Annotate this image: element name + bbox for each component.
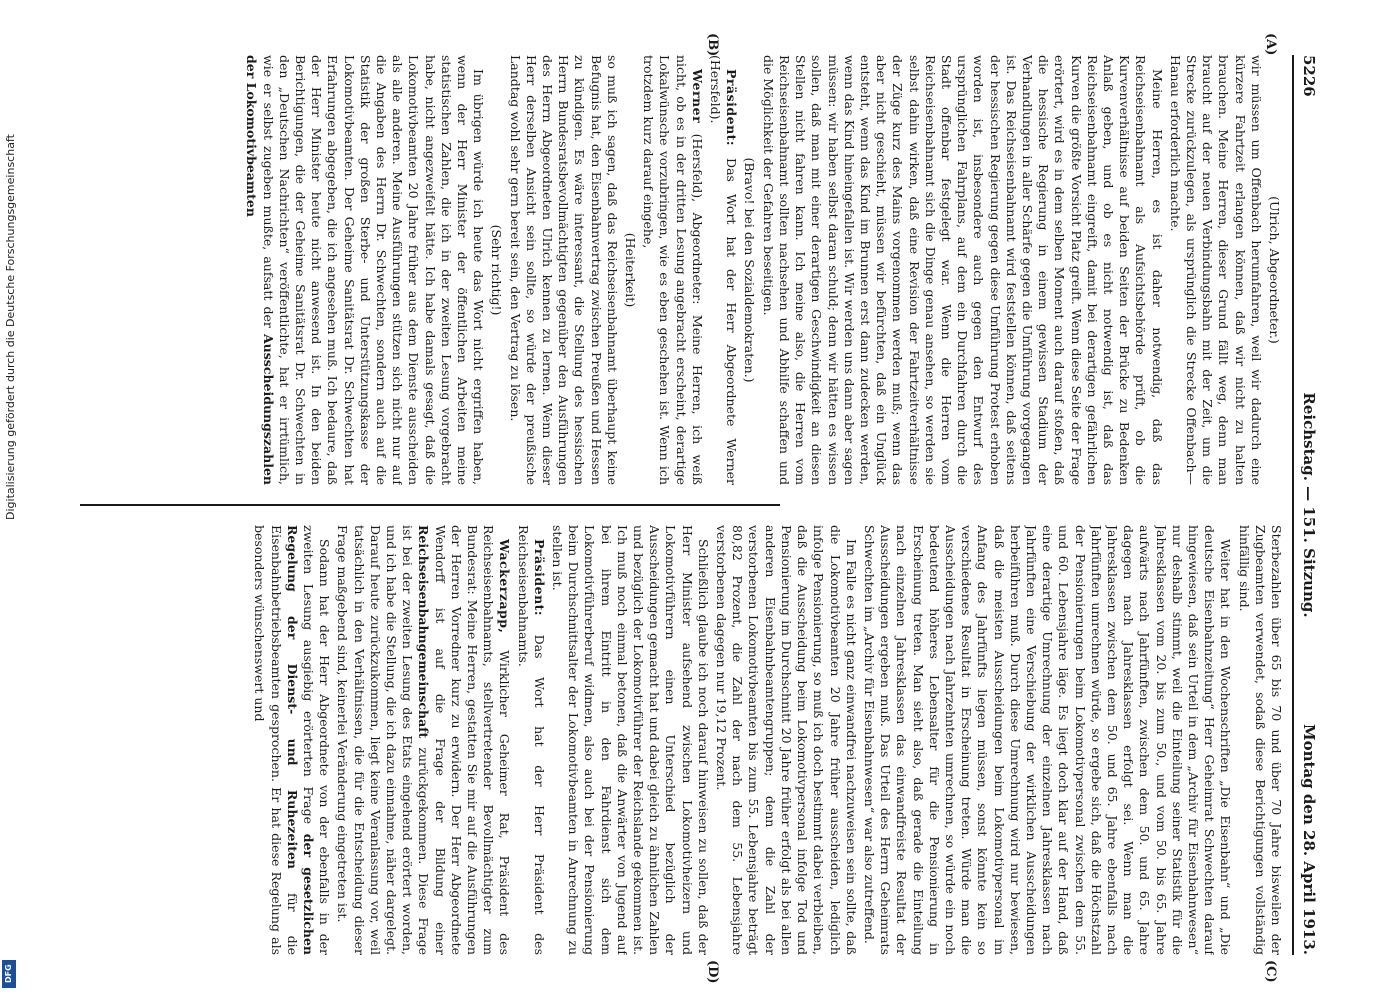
speaker-name: Wackerzapp, [497, 539, 513, 634]
paragraph: Sterbezahlen über 65 bis 70 und über 70 Jahre bisweilen der Zugbeamten verwendet, sodaß diese Berichtigungen vollständig hinfällig sind. [1236, 525, 1284, 955]
president-remark [514, 525, 546, 955]
remark-text: Das Wort hat der Herr Präsident des Reichseisenbahnamts. [515, 525, 547, 955]
interjection-note: (Sehr richtig!) [489, 224, 505, 316]
page-number: 5226 [1300, 55, 1318, 97]
paragraph: Schließlich glaube ich noch darauf hinweisen zu sollen, daß der Herr Minister aufsehend zwischen Lokomotivheizern und Lokomotivführern einen Unterschied bezüglich der Ausscheidungen gemacht hat und dabei gleich zu ähnlichen Zahlen und bezüglich der Lokomotivführer der Reichslande gekommen ist. Ich muß noch einmal betonen, daß die Anwärter von Jugend auf bei ihrem Eintritt in den Fahrdienst sich dem Lokomotivführerberuf widmen, also auch bei der Pensionierung beim Durchschnittsalter der Lokomotivbeamten in Anrechnung zu stellen ist. [550, 525, 711, 955]
speaker-name: Präsident: [724, 69, 740, 147]
digitization-note: Digitalisierung gefördert durch die Deutsche Forschungsgemeinschaft [4, 134, 17, 520]
header-title: Reichstag. — 151. Sitzung. [1300, 392, 1318, 618]
left-column [84, 55, 1284, 485]
speaker-name: Präsident: [531, 539, 547, 617]
paragraph: wir müssen um Offenbach herumfahren, weil wir dadurch eine kürzere Fahrtzeit erlangen können, daß wir nicht zu halten brauchen. Meine Herren, dieser Grund fällt weg, denn man braucht auf der neuen Verbindungsbahn mit der Zeit, um die Strecke zurückzulegen, als ursprünglich die Strecke Offenbach—Hanau erforderlich machte. [1167, 55, 1264, 485]
speech-text: Wirklicher Geheimer Rat, Präsident des Reichseisenbahnamts, stellvertretender Bevollmächtigter zum Bundesrat: Meine Herren, gestatten Sie mir auf die Ausführungen der Herren Vorredner kurz zu erwidern. Der Herr Abgeordnete Wendorff ist auf die Frage der Bildung einer [432, 525, 513, 955]
paragraph: Im Falle es nicht ganz einwandfrei nachzuweisen sein sollte, daß die Lokomotivbeamten 20 Jahre früher ausscheiden, lediglich infolge Pensionierung, so muß ich doch bestimmt dabei verbleiben, daß die Ausscheidung beim Lokomotivpersonal infolge Tod und Pensionierung im Durchschnitt 20 Jahre früher erfolgt als bei allen anderen Eisenbahnbeamtengruppen; denn die Zahl der verstorbenen Lokomotivbeamten bis zum 55. Lebensjahre beträgt 80,82 Prozent, die Zahl der nach dem 55. Lebensjahre verstorbenen dagegen nur 19,12 Prozent. [714, 525, 859, 955]
laughter-note: (Heiterkeit) [623, 232, 639, 308]
column-divider [80, 504, 780, 506]
speech-text: (Hersfeld), Abgeordneter: Meine Herren, ich weiß nicht, ob es in der dritten Lesung angebracht erscheint, derartige Lokalwünsche vorzubringen, wie es eben geschehen ist. Wenn ich trotzdem kurz darauf eingehe, [641, 55, 705, 485]
margin-marker-a: (A) [1263, 33, 1278, 56]
president-remark [707, 55, 739, 485]
remark-text: Das Wort hat der Herr Abgeordnete Werner (Hersfeld). [708, 55, 740, 485]
margin-marker-d: (D) [705, 960, 720, 984]
dfg-logo: DFG [2, 960, 16, 988]
paragraph-text: für die Eisenbahnbetriebsbeamten gesprochen. Er hat diese Regelung als besonders wünschenswert und [252, 525, 300, 955]
speaker-tag: (Ulrich, Abgeordneter.) [1267, 196, 1282, 344]
speech-intro [334, 525, 512, 955]
paragraph-text: Im übrigen würde ich heute das Wort nicht ergriffen haben, wenn der Herr Minister der öffentlichen Arbeiten meine statistischen Zahlen, die ich in der zweiten Lesung vorgebracht habe, nicht angezweifelt hätte. Ich habe damals gesagt, daß die Lokomotivbeamten 20 Jahre früher aus dem Dienste ausscheiden als alle anderen. Meine Ausführungen stützen sich nicht nur auf die Angaben des Herrn Dr. Schwechten, sondern auch auf die Statistik der großen Sterbe- und Unterstützungskasse der Lokomotivbeamten. Der Geheime Sanitätsrat Dr. Schwechten hat Erfahrungen abgegeben, die ich angesehen muß. Ich bedaure, daß der Herr Minister heute nicht anwesend ist. In den beiden Berichtigungen, die der Geheime Sanitätsrat Dr. Schwechten in den „Deutschen Nachrichten“ veröffentlichte, hat er irrtümlich, wie er selbst zugeben mußte, aufsatt der [260, 55, 487, 485]
right-column [84, 525, 1284, 955]
emphasis-text: Ausscheidungszahlen der Lokomotivbeamten [244, 55, 276, 485]
emphasis-text: der gesetzlichen Regelung der Dienst- und Ruhezeiten [284, 525, 317, 955]
paragraph: Meine Herren, es ist daher notwendig, daß das Reichseisenbahnamt als Aufsichtsbehörde prüft, ob die Kurvenverhältnisse auf beiden Seiten der Brücke zu Bedenken Anlaß geben, und ob es nicht notwendig ist, daß das Reichseisenbahnamt eingreift, damit bei derartigen gefährlichen Kurven die größte Vorsicht Platz greift. Wenn diese Seite der Frage erörtert, wird es in dem selben Moment auch darauf stoßen, daß die hessische Regierung in einem gewissen Stadium der Verhandlungen in aller Schärfe gegen die Umführung vorgegangen ist. Das Reichseisenbahnamt wird feststellen können, daß seitens der hessischen Regierung gegen diese Umführung Protest erhoben worden ist, insbesondere auch gegen den Entwurf des ursprünglichen Fahrplans, auf dem ein Durchfahren durch die Stadt offenbar festgelegt war. Wenn die Herren vom Reichseisenbahnamt sich die Dinge genau ansehen, so werden sie selbst dahin wirken, daß eine Revision der Fahrtzeitverhältnisse der Züge kurz des Mains vorgenommen werden muß; wenn das aber nicht geschieht, müssen wir befürchten, daß ein Unglück entsteht, wenn das Kind im Brunnen erst dann zudecken werden, wenn das Kind hineingefallen ist. Wir werden uns dann aber sagen müssen: wir haben selbst daran schuld; denn wir hätten es wissen sollen, daß man mit einer derartigen Geschwindigkeit an diesen Stellen nicht fahren kann. Ich meine also, die Herren vom Reichseisenbahnamt sollten nachsehen und Abhilfe schaffen und die Möglichkeit der Gefahren beseitigen. [760, 55, 1165, 485]
speech-intro [640, 55, 705, 485]
paragraph [251, 525, 332, 955]
header-date: Montag den 28. April 1913. [1300, 724, 1318, 955]
paragraph: so muß ich sagen, daß das Reichseisenbahnamt überhaupt keine Befugnis hat, den Eisenbahnvertrag zwischen Preußen und Hessen zu kündigen. Es wäre interessant, die Stellung des hessischen Herrn Bundesratsbevollmächtigten gegenüber den Ausführungen des Herrn Abgeordneten Ulrich kennen zu lernen. Wenn dieser Herr derselben Ansicht sein sollte, so würde der preußische Landtag wohl sehr gern bereit sein, den Vertrag zu lösen. [507, 55, 620, 485]
speech-text: zurückgekommen. Diese Frage ist bei der zweiten Lesung des Etats eingehend erörtert worden, und ich habe die Stellung, die ich dazu einnahme, näher dargelegt. Darauf heute zurückzukommen, liegt keine Veranlassung vor, weil tatsächlich in den Verhältnissen, die für die Entscheidung dieser Frage maßgebend sind, keinerlei Veränderung eingetreten ist. [335, 525, 432, 955]
document-page [70, 33, 1320, 984]
running-header [1292, 55, 1320, 955]
margin-marker-b: (B) [705, 33, 720, 57]
margin-marker-c: (C) [1263, 960, 1278, 983]
paragraph: Weiter hat in den Wochenschriften „Die Eisenbahn“ und „Die deutsche Eisenbahnzeitung“ Herr Geheimrat Schwechten darauf hingewiesen, daß sein Urteil in dem „Archiv für Eisenbahnwesen“ nur deshalb stimmt, weil die Einteilung seiner Statistik für die Jahresklassen vom 20. bis zum 50., und vom 50. bis 65. Jahre aufwärts nach Jahrfünften, zwischen dem 50. und 65. Jahre dagegen nach Jahresklassen erfolgt sei. Wenn man die Jahresklassen zwischen dem 50. und 65. Jahre ebenfalls nach Jahrfünften umrechnen würde, so ergebe sich, daß die Höchstzahl der Pensionierungen beim Lokomotivpersonal zwischen dem 55. und 60. Lebensjahre läge. Es liegt doch klar auf der Hand, daß eine derartige Umrechnung der einzelnen Jahresklassen nach Jahrfünften eine Verschiebung der wirklichen Ausscheidungen herbeiführen muß. Durch diese Umrechnung wird nur bewiesen, daß die meisten Ausscheidungen beim Lokomotivpersonal im Anfang des Jahrfünfts liegen müssen, sonst könnte kein so verschiedenes Resultat in Erscheinung treten. Würde man die Ausscheidungen nach Jahrzehnten umrechnen, so würde ein noch bedeutend höheres Lebensalter für die Pensionierung in Erscheinung treten. Man sieht also, daß gerade die Einteilung nach einzelnen Jahresklassen das einwandfreiste Resultat der Ausscheidungen ergeben muß. Das Urteil des Herrn Geheimrats Schwechten im „Archiv für Eisenbahnwesen“ war also zutreffend. [861, 525, 1234, 955]
emphasis-text: Reichseisenbahngemeinschaft [416, 525, 432, 739]
paragraph [243, 55, 486, 485]
speaker-name: Werner [689, 69, 705, 124]
applause-note: (Bravo! bei den Sozialdemokraten.) [742, 157, 758, 383]
paragraph-text: Sodann hat der Herr Abgeordnete von der ebenfalls in der zweiten Lesung ausgiebig erörterten Frage [301, 525, 333, 955]
